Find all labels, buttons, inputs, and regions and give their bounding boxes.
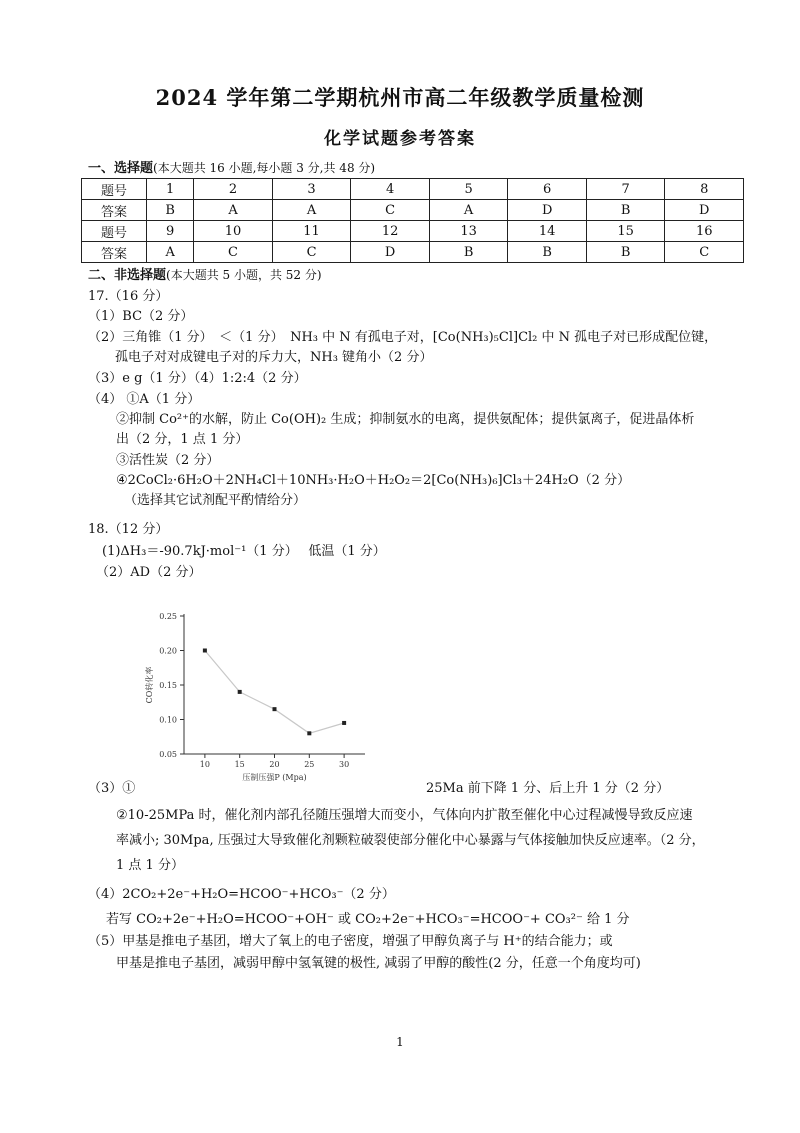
data-point [307,731,311,735]
q18-part4: （4）2CO₂+2e⁻+H₂O=HCOO⁻+HCO₃⁻（2 分） [88,887,395,902]
q17-part2-line1: （2）三角锥（1 分） ＜（1 分） NH₃ 中 N 有孤电子对，[Co(NH₃)₅Cl]Cl₂ 中 N 孤电子对已形成配位键， [88,330,718,345]
y-tick-label: 0.25 [159,612,177,621]
answer-cell: A [194,200,273,221]
question-row [82,221,744,242]
row-label: 答案 [82,200,147,221]
answer-cell: C [272,242,351,263]
question-number-cell: 6 [508,179,587,200]
y-tick-label: 0.15 [159,681,177,690]
q18-part2: （2）AD（2 分） [96,565,202,580]
y-tick-label: 0.20 [159,646,177,656]
answer-cell: A [429,200,508,221]
y-tick-label: 0.05 [159,750,177,759]
q17-part3: （3）e g（1 分）（4）1:2:4（2 分） [88,371,307,386]
x-axis-label: 压制压强P (Mpa) [242,773,307,782]
answer-cell: A [147,242,194,263]
answer-cell: D [665,200,744,221]
row-label: 题号 [82,179,147,200]
data-point [203,649,207,653]
section1-title: 一、选择题 [88,161,154,176]
answer-row [82,242,744,263]
answer-cell: C [665,242,744,263]
q18-part1: (1)ΔH₃＝-90.7kJ·mol⁻¹（1 分） 低温（1 分） [102,544,386,559]
section2-title: 二、非选择题 [88,268,167,283]
row-label: 答案 [82,242,147,263]
q18-part3-b3: 1 点 1 分） [116,858,184,873]
answer-row [82,200,744,221]
x-tick-label: 25 [304,760,315,769]
question-number-cell: 7 [586,179,665,200]
data-point [238,690,242,694]
x-tick-label: 30 [339,760,350,769]
q17-part1: （1）BC（2 分） [88,309,194,324]
question-number-cell: 8 [665,179,744,200]
question-number-cell: 4 [351,179,430,200]
page-number: 1 [396,1035,404,1049]
q17-part4-f: （选择其它试剂配平酌情给分） [124,493,307,508]
q18-part5-a: （5）甲基是推电子基团，增大了氧上的电子密度，增强了甲醇负离子与 H⁺的结合能力；或 [88,934,613,949]
answer-cell: C [351,200,430,221]
q17-part2-line2: 孤电子对对成键电子对的斥力大，NH₃ 键角小（2 分） [115,350,433,365]
q17-header: 17.（16 分） [88,289,169,304]
question-number-cell: 11 [272,221,351,242]
q18-header: 18.（12 分） [88,522,169,537]
co-conversion-chart [140,608,380,788]
answer-cell: B [147,200,194,221]
page-title: 2024 学年第二学期杭州市高二年级教学质量检测 [155,85,645,110]
answer-cell: C [194,242,273,263]
question-number-cell: 12 [351,221,430,242]
question-number-cell: 14 [508,221,587,242]
q17-part4-b: ②抑制 Co²⁺的水解，防止 Co(OH)₂ 生成；抑制氨水的电离，提供氨配体；提供氯离子，促进晶体析 [116,412,695,427]
q17-part4-d: ③活性炭（2 分） [116,453,220,468]
y-axis-label: CO转化率 [145,666,154,704]
page-subtitle: 化学试题参考答案 [324,129,476,149]
question-number-cell: 5 [429,179,508,200]
answer-table [81,178,744,263]
answer-cell: D [351,242,430,263]
row-label: 题号 [82,221,147,242]
section1-note: (本大题共 16 小题,每小题 3 分,共 48 分) [153,161,376,175]
data-point [273,707,277,711]
q17-part4-c: 出（2 分，1 点 1 分） [116,432,249,447]
question-number-cell: 10 [194,221,273,242]
question-row [82,179,744,200]
q18-part5-b: 甲基是推电子基团，减弱甲醇中氢氧键的极性, 减弱了甲醇的酸性(2 分，任意一个角度均可) [116,956,641,971]
question-number-cell: 16 [665,221,744,242]
y-tick-label: 0.10 [159,715,177,725]
question-number-cell: 13 [429,221,508,242]
q18-part4-b: 若写 CO₂+2e⁻+H₂O=HCOO⁻+OH⁻ 或 CO₂+2e⁻+HCO₃⁻=HCOO⁻+ CO₃²⁻ 给 1 分 [106,912,630,927]
section2-note: (本大题共 5 小题，共 52 分) [166,268,322,282]
q17-part4-e: ④2CoCl₂·6H₂O＋2NH₄Cl＋10NH₃·H₂O＋H₂O₂＝2[Co(NH₃)₆]Cl₃＋24H₂O（2 分） [116,473,631,488]
question-number-cell: 2 [194,179,273,200]
q18-part3-trend: 25Ma 前下降 1 分、后上升 1 分（2 分） [426,781,670,796]
answer-cell: B [586,200,665,221]
answer-cell: A [272,200,351,221]
series-line [205,651,344,734]
section2-heading [88,264,322,283]
q18-part3-b2: 率减小; 30Mpa, 压强过大导致催化剂颗粒破裂使部分催化中心暴露与气体接触加快反应速率。（2 分， [116,833,705,848]
question-number-cell: 1 [147,179,194,200]
q18-part3-label: （3）① [88,781,136,796]
question-number-cell: 3 [272,179,351,200]
answer-cell: B [508,242,587,263]
section1-heading [88,157,375,176]
answer-cell: D [508,200,587,221]
x-tick-label: 10 [199,760,210,769]
data-point [342,721,346,725]
x-tick-label: 20 [269,760,280,769]
answer-cell: B [429,242,508,263]
q18-part3-b1: ②10-25MPa 时，催化剂内部孔径随压强增大而变小，气体向内扩散至催化中心过程减慢导致反应速 [116,808,693,823]
question-number-cell: 9 [147,221,194,242]
question-number-cell: 15 [586,221,665,242]
x-tick-label: 15 [234,760,245,769]
answer-cell: B [586,242,665,263]
q17-part4-a: （4） ①A（1 分） [88,392,201,407]
